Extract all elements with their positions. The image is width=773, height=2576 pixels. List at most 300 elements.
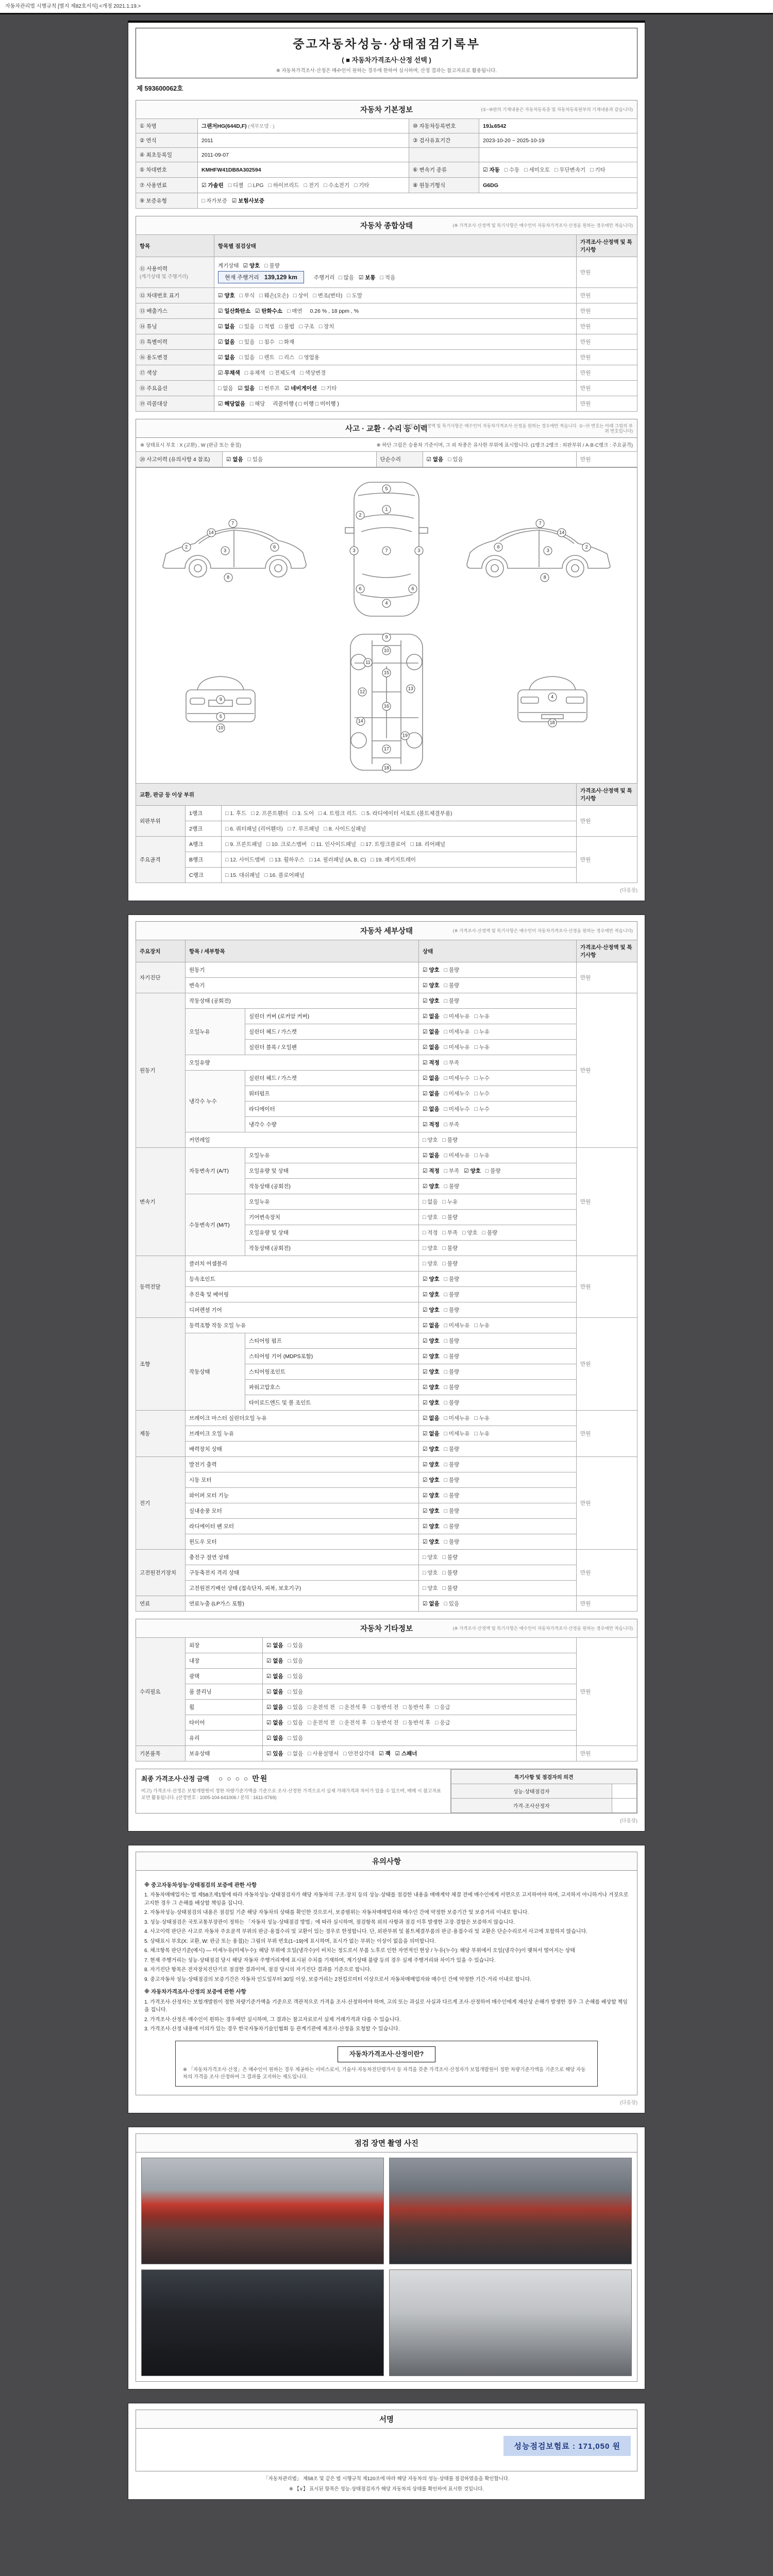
checkbox-option: ☑ 탄화수소 bbox=[255, 308, 282, 314]
table-row bbox=[136, 1596, 637, 1612]
notice-item: 4. 사고이력 판단은 사고로 자동차 주요골격 부위의 판금·용접수리 및 교환이 있는 경우로 한정합니다. 단, 외판부위 및 볼트체결부품의 판금·용접수리 및 교환은 단순수리로서 사고에 포함하지 않습니다. bbox=[144, 1929, 588, 1935]
column-header: 주요장치 bbox=[136, 940, 186, 962]
notice-item: 2. 자동차성능·상태점검의 내용은 점검일 기준 해당 자동차의 상태를 확인한 것으로서, 보증범위는 자동차매매업자와 매수인 간에 약정한 보증기간 및 보증거리 이내로 합니다. bbox=[144, 1910, 529, 1916]
checkbox-option: □ 양호 bbox=[423, 1585, 438, 1591]
diagram-part-number: 3 bbox=[350, 546, 359, 555]
item-state bbox=[222, 821, 577, 837]
checkbox-option: ☑ 없음 bbox=[266, 1642, 283, 1649]
item-state bbox=[419, 1210, 577, 1225]
diagram-part-number: 14 bbox=[558, 529, 566, 537]
checkbox-option: □ 장치 bbox=[318, 324, 334, 330]
diagram-part-number: 12 bbox=[358, 687, 367, 696]
checkbox-option: □ 누유 bbox=[474, 1323, 490, 1329]
row-state bbox=[214, 319, 577, 334]
checkbox-option: □ 적법 bbox=[259, 324, 275, 330]
table-row bbox=[136, 162, 637, 178]
checkbox-option: □ 불량 bbox=[444, 1276, 460, 1282]
checkbox-option: □ 18. 리어패널 bbox=[410, 841, 446, 848]
diagram-part-number: 6 bbox=[408, 584, 417, 593]
item-state bbox=[419, 1380, 577, 1395]
checkbox-option: □ 디젤 bbox=[228, 182, 244, 189]
accident-history-options bbox=[223, 452, 377, 467]
item-label: 시동 모터 bbox=[186, 1472, 419, 1488]
checkbox-option: □ 있음 bbox=[288, 1735, 304, 1741]
distance-label: 주행거리 bbox=[313, 275, 335, 281]
checkbox-option: □ 양호 bbox=[423, 1137, 438, 1143]
checkbox-option: □ 양호 bbox=[423, 1261, 438, 1267]
checkbox-option: □ 미세누수 bbox=[444, 1091, 470, 1097]
checkbox-option: ☑ 자동 bbox=[483, 167, 500, 173]
basic-info-title-bar bbox=[136, 100, 637, 118]
item-label: 휠 bbox=[186, 1700, 263, 1715]
checkbox-option: □ 불량 bbox=[444, 1539, 460, 1545]
checkbox-option: ☑ 양호 bbox=[423, 1508, 440, 1514]
checkbox-option: □ 불량 bbox=[442, 1261, 458, 1267]
checkbox-option: □ 양호 bbox=[423, 1245, 438, 1251]
table-row bbox=[136, 1669, 637, 1684]
checkbox-option: ☑ 양호 bbox=[423, 1462, 440, 1468]
item-state bbox=[419, 1009, 577, 1024]
notice-item: 5. 상태표시 부호(X: 교환, W: 판금 또는 용접)는 그림의 부위 번호(1~19)에 표시하며, 표시가 없는 부위는 이상이 없음을 의미합니다. bbox=[144, 1938, 436, 1944]
row-label: ⑯ 용도변경 bbox=[136, 350, 214, 365]
item-state bbox=[419, 1287, 577, 1302]
field-value bbox=[479, 148, 637, 162]
column-header: 가격조사·산정액 및 특기사항 bbox=[577, 940, 637, 962]
checkbox-option: □ 동반석 전 bbox=[371, 1720, 399, 1726]
item-state bbox=[419, 1364, 577, 1380]
checkbox-option: □ 렌트 bbox=[259, 354, 275, 361]
item-state bbox=[419, 1503, 577, 1519]
checkbox-option: □ 4. 트렁크 리드 bbox=[318, 810, 357, 817]
group-label: 수리필요 bbox=[136, 1638, 186, 1746]
table-row bbox=[136, 288, 637, 303]
row-state bbox=[214, 334, 577, 350]
basic-info-title: 자동차 기본정보 bbox=[360, 106, 413, 114]
sheet-signature bbox=[128, 2403, 645, 2500]
document-header bbox=[136, 28, 637, 78]
legend-note: ※ 하단 그림은 승용차 기준이며, 그 외 차종은 유사한 부위에 표시합니다. (1랭크·2랭크 : 외판부위 / A·B·C랭크 : 주요골격) bbox=[376, 443, 633, 448]
item-label: 룸 클리닝 bbox=[186, 1684, 263, 1700]
diagram-part-number: 7 bbox=[228, 519, 237, 528]
checkbox-option: ☑ 양호 bbox=[218, 293, 235, 299]
table-row bbox=[136, 1503, 637, 1519]
item-state bbox=[419, 1055, 577, 1071]
detail-note: (※ 가격조사·산정액 및 특기사항은 매수인이 자동차가격조사·산정을 원하는 경우에만 적습니다) bbox=[452, 928, 633, 934]
comprehensive-title-bar bbox=[136, 216, 637, 234]
item-label: 윈도우 모터 bbox=[186, 1534, 419, 1550]
checkbox-option: ☑ 없음 bbox=[423, 1106, 440, 1112]
checkbox-option: □ 양호 bbox=[462, 1230, 478, 1236]
checkbox-option: □ LPG bbox=[248, 182, 264, 189]
checkbox-option: ☑ 양호 bbox=[423, 998, 440, 1004]
simple-repair-options bbox=[423, 452, 577, 467]
table-row bbox=[136, 1457, 637, 1472]
table-row bbox=[136, 133, 637, 148]
checkbox-option: □ 양호 bbox=[423, 1554, 438, 1561]
checkbox-option: □ 양호 bbox=[423, 1214, 438, 1221]
item-label: 등속조인트 bbox=[186, 1272, 419, 1287]
inspection-photo-2 bbox=[389, 2158, 632, 2264]
checkbox-option: ☑ 양호 bbox=[423, 1292, 440, 1298]
item-state bbox=[419, 1024, 577, 1040]
final-price-section bbox=[136, 1769, 637, 1814]
checkbox-option: □ 썬루프 bbox=[259, 385, 280, 392]
table-row bbox=[136, 1302, 637, 1318]
row-state bbox=[214, 350, 577, 365]
price-cell: 만원 bbox=[577, 1256, 637, 1318]
diagram-part-number: 16 bbox=[382, 702, 391, 711]
item-label: 2랭크 bbox=[186, 821, 222, 837]
checkbox-option: ☑ 없음 bbox=[218, 339, 235, 345]
checkbox-option: ☑ 무채색 bbox=[218, 370, 240, 376]
checkbox-option: □ 있음 bbox=[444, 1601, 460, 1607]
table-row bbox=[136, 1534, 637, 1550]
checkbox-option: □ 부식 bbox=[239, 293, 255, 299]
checkbox-option: □ 운전석 후 bbox=[339, 1720, 367, 1726]
group-label: 원동기 bbox=[136, 993, 186, 1148]
comprehensive-title: 자동차 종합상태 bbox=[360, 222, 413, 230]
checkbox-option: ☑ 없음 bbox=[423, 1153, 440, 1159]
notice-item: 7. 현재 주행거리는 성능·상태점검 당시 해당 자동차 주행거리계에 표시된 수치를 기재하며, 계기상태 불량 등의 경우 실제 주행거리와 차이가 있을 수 있습니다. bbox=[144, 1957, 496, 1963]
price-cell: 만원 bbox=[577, 1550, 637, 1596]
checkbox-option: □ 미세누유 bbox=[444, 1044, 470, 1050]
checkbox-option: ☑ 적정 bbox=[423, 1168, 440, 1174]
checkbox-option: □ 불량 bbox=[444, 1446, 460, 1452]
table-row bbox=[136, 1581, 637, 1596]
checkbox-option: □ 있음 bbox=[239, 354, 255, 361]
checkbox-option: □ 기타 bbox=[590, 167, 606, 173]
checkbox-option: □ 무단변속기 bbox=[554, 167, 586, 173]
row-label: ⑲ 리콜대상 bbox=[136, 396, 214, 412]
diagram-rear-view bbox=[509, 671, 596, 736]
checkbox-option: □ 동반석 후 bbox=[403, 1704, 431, 1710]
checkbox-option: □ 8. 사이드실패널 bbox=[324, 826, 366, 832]
row-label: ⑭ 튜닝 bbox=[136, 319, 214, 334]
item-state bbox=[419, 1596, 577, 1612]
field-label: ⑥ 변속기 종류 bbox=[409, 162, 479, 178]
checkbox-option: □ 불량 bbox=[444, 1523, 460, 1530]
checkbox-option: ☑ 네비게이션 bbox=[284, 385, 317, 392]
price-cell: 만원 bbox=[577, 334, 637, 350]
distance-options bbox=[339, 275, 400, 281]
checkbox-option: □ 사용설명서 bbox=[308, 1751, 339, 1757]
checkbox-option: □ 불량 bbox=[444, 1400, 460, 1406]
checkbox-option: □ 2. 프론트휀더 bbox=[251, 810, 288, 817]
warranty-options bbox=[198, 193, 637, 209]
inspection-photo-4 bbox=[389, 2269, 632, 2376]
notice-title-bar bbox=[136, 1852, 637, 1870]
checkbox-option: □ 누유 bbox=[474, 1029, 490, 1035]
checkbox-option: □ 10. 크로스멤버 bbox=[266, 841, 307, 848]
checkbox-option: □ 있음 bbox=[239, 324, 255, 330]
item-state bbox=[263, 1746, 577, 1761]
accident-note: (가격조사·산정액 및 특기사항은 매수인이 자동차가격조사·산정을 원하는 경우에만 적습니다. ①~⑲ 번호는 아래 그림의 부위 번호입니다) bbox=[402, 422, 633, 434]
checkbox-option: □ 14. 필러패널 (A, B, C) bbox=[309, 857, 366, 863]
notice-item: 3. 성능·상태점검은 국토교통부장관이 정하는 「자동차 성능·상태점검 방법」에 따라 실시하며, 점검항목 외의 사항과 점검 이후 발생한 고장·결함은 보증하지 않습니다. bbox=[144, 1919, 515, 1925]
item-state bbox=[419, 1163, 577, 1179]
checkbox-option: □ 적음 bbox=[380, 275, 396, 281]
item-label: 내장 bbox=[186, 1653, 263, 1669]
diagram-part-number: 9 bbox=[216, 696, 225, 704]
table-row bbox=[136, 1565, 637, 1581]
table-row bbox=[136, 1715, 637, 1731]
diagram-legend bbox=[136, 437, 637, 451]
checkbox-option: □ 불량 bbox=[442, 1214, 458, 1221]
checkbox-option: □ 영업용 bbox=[299, 354, 320, 361]
registration-number: 19뇨6542 bbox=[479, 119, 637, 133]
final-price-left bbox=[136, 1769, 451, 1813]
item-state bbox=[419, 1302, 577, 1318]
table-row bbox=[136, 148, 637, 162]
table-row bbox=[136, 1519, 637, 1534]
checkbox-option: □ 수소전기 bbox=[324, 182, 349, 189]
item-state bbox=[419, 1040, 577, 1055]
checkbox-option: □ 운전석 후 bbox=[339, 1704, 367, 1710]
inspection-insurance-fee bbox=[503, 2436, 631, 2456]
item-label: 실린더 헤드 / 가스켓 bbox=[245, 1024, 419, 1040]
checkbox-option: □ 운전석 전 bbox=[308, 1720, 335, 1726]
item-state bbox=[419, 1581, 577, 1596]
notice-body bbox=[136, 1870, 637, 2095]
item-state bbox=[419, 1457, 577, 1472]
checkbox-option: ☑ 양호 bbox=[423, 1446, 440, 1452]
diagram-part-number: 5 bbox=[382, 484, 391, 493]
item-state bbox=[419, 1241, 577, 1256]
checkbox-option: □ 침수 bbox=[259, 339, 275, 345]
price-cell: 만원 bbox=[577, 257, 637, 288]
row-label: 성능·상태점검자 bbox=[451, 1784, 612, 1799]
checkbox-option: □ 동반석 후 bbox=[403, 1720, 431, 1726]
checkbox-option: □ 불량 bbox=[444, 1338, 460, 1344]
row-label: 가격·조사산정자 bbox=[451, 1799, 612, 1813]
current-mileage-box bbox=[218, 271, 304, 283]
checkbox-option: □ 전기 bbox=[304, 182, 320, 189]
checkbox-option: □ 적정 bbox=[423, 1230, 438, 1236]
price-cell: 만원 bbox=[577, 396, 637, 412]
table-row bbox=[136, 1287, 637, 1302]
item-state bbox=[419, 1519, 577, 1534]
inspector-opinion-table bbox=[451, 1769, 637, 1813]
checkbox-option: □ 불량 bbox=[444, 1369, 460, 1375]
checkbox-option: ☑ 없음 bbox=[266, 1658, 283, 1664]
checkbox-option: □ 15. 대쉬패널 bbox=[225, 872, 260, 878]
checkbox-option: □ 있음 bbox=[448, 456, 463, 463]
inspection-photo-1 bbox=[141, 2158, 384, 2264]
checkbox-option: □ 있음 bbox=[288, 1704, 304, 1710]
checkbox-option: □ 불량 bbox=[444, 967, 460, 973]
checkbox-option: □ 누수 bbox=[474, 1091, 490, 1097]
checkbox-option: □ 없음 bbox=[423, 1199, 438, 1205]
photos-title: 점검 장면 촬영 사진 bbox=[354, 2140, 419, 2148]
item-label: 구동축전지 격리 상태 bbox=[186, 1565, 419, 1581]
checkbox-option: □ 누수 bbox=[474, 1106, 490, 1112]
legend-codes: ※ 상태표시 부호 : X (교환) , W (판금 또는 용접) bbox=[140, 443, 242, 448]
item-state bbox=[419, 1101, 577, 1117]
checkbox-option: □ 수동 bbox=[504, 167, 520, 173]
item-state bbox=[419, 978, 577, 993]
price-cell: 만원 bbox=[577, 993, 637, 1148]
price-cell: 만원 bbox=[577, 1596, 637, 1612]
state-extra: 0.26 % , 18 ppm , % bbox=[310, 308, 359, 314]
checkbox-option: □ 도말 bbox=[347, 293, 362, 299]
table-row bbox=[136, 993, 637, 1009]
checkbox-option: □ 없음 bbox=[218, 385, 233, 392]
sheet-notice bbox=[128, 1845, 645, 2113]
item-label: 실내송풍 모터 bbox=[186, 1503, 419, 1519]
item-label: 실린더 커버 (로커암 커버) bbox=[245, 1009, 419, 1024]
accident-title: 사고 · 교환 · 수리 등 이력 bbox=[345, 425, 428, 433]
price-cell: 만원 bbox=[577, 350, 637, 365]
item-label: 유리 bbox=[186, 1731, 263, 1746]
field-value: 2011 bbox=[198, 133, 409, 148]
price-cell: 만원 bbox=[577, 837, 637, 883]
table-row bbox=[136, 1411, 637, 1426]
table-row bbox=[136, 1148, 637, 1163]
checkbox-option: □ 구조 bbox=[299, 324, 314, 330]
row-state bbox=[214, 365, 577, 381]
table-header-row bbox=[136, 940, 637, 962]
table-row bbox=[136, 1132, 637, 1148]
checkbox-option: ☑ 보험사보증 bbox=[231, 198, 264, 204]
row-state bbox=[214, 396, 577, 412]
checkbox-option: □ 양호 bbox=[423, 1570, 438, 1576]
comprehensive-table bbox=[136, 234, 637, 412]
column-header: 항목별 점검상태 bbox=[214, 235, 577, 257]
table-row bbox=[136, 837, 637, 852]
checkbox-option: □ 있음 bbox=[288, 1673, 304, 1680]
item-state bbox=[419, 993, 577, 1009]
table-row bbox=[136, 1653, 637, 1669]
checkbox-option: □ 누유 bbox=[474, 1431, 490, 1437]
item-label: 작동상태 (공회전) bbox=[245, 1241, 419, 1256]
signature-title-bar bbox=[136, 2410, 637, 2428]
item-label: 오일유량 및 상태 bbox=[245, 1163, 419, 1179]
checkbox-option: ☑ 양호 bbox=[423, 1384, 440, 1391]
diagram-part-number: 1 bbox=[382, 505, 391, 514]
notice-item: 1. 자동차매매업자는 법 제58조제1항에 따라 자동차성능·상태점검자가 해당 자동차의 구조·장치 등의 성능·상태를 점검한 내용을 매매계약 체결 전에 매수인에게 서면으로 고지하여야 하며, 고지하지 아니하거나 거짓으로 고지한 경우 그 손해를 배상할 책임을 집니다. bbox=[144, 1892, 629, 1906]
group-label: 기본품목 bbox=[136, 1746, 186, 1761]
usage-sublabel: (계기상태 및 주행거리) bbox=[140, 274, 189, 280]
notice-item: 1. 가격조사·산정자는 보험개발원이 정한 차량기준가액을 기준으로 객관적으로 가격을 조사·산정하여야 하며, 고의 또는 과실로 사실과 다르게 조사·산정하여 매수인에게 재산상 손해가 발생한 경우 그 손해를 배상할 책임을 집니다. bbox=[144, 1999, 628, 2013]
form-reference-band bbox=[0, 0, 773, 14]
checkbox-option: ☑ 없음 bbox=[423, 1323, 440, 1329]
checkbox-option: □ 불량 bbox=[444, 1353, 460, 1360]
vehicle-diagram-panel bbox=[136, 467, 637, 783]
checkbox-option: □ 기타 bbox=[321, 385, 337, 392]
item-label: 광택 bbox=[186, 1669, 263, 1684]
table-row bbox=[136, 1472, 637, 1488]
checkbox-option: □ 불량 bbox=[444, 1508, 460, 1514]
row-label: ⑱ 주요옵션 bbox=[136, 381, 214, 396]
notice-list bbox=[144, 1891, 629, 1984]
checkbox-option: ☑ 양호 bbox=[464, 1168, 481, 1174]
item-state bbox=[419, 962, 577, 978]
accident-parts-table bbox=[136, 783, 637, 883]
notice-heading: ※ 중고자동차성능·상태점검의 보증에 관한 사항 bbox=[144, 1882, 257, 1888]
item-label: 변속기 bbox=[186, 978, 419, 993]
diagram-part-number: 14 bbox=[356, 717, 365, 725]
checkbox-option: ☑ 없음 bbox=[266, 1720, 283, 1726]
table-row bbox=[136, 334, 637, 350]
checkbox-option: ☑ 양호 bbox=[423, 1353, 440, 1360]
checkbox-option: ☑ 가솔린 bbox=[201, 182, 224, 189]
checkbox-option: ☑ 없음 bbox=[423, 1044, 440, 1050]
notice-item: 9. 중고자동차 성능·상태점검의 보증기간은 자동차 인도일부터 30일 이상, 보증거리는 2천킬로미터 이상으로서 자동차매매업자와 매수인 간에 약정한 기간·거리 이내로 합니다. bbox=[144, 1976, 532, 1982]
item-state bbox=[419, 1071, 577, 1086]
checkbox-option: □ 전체도색 bbox=[270, 370, 296, 376]
item-label: 라디에이터 bbox=[245, 1101, 419, 1117]
checkbox-option: ☑ 양호 bbox=[423, 1338, 440, 1344]
next-page-marker: (다음장) bbox=[620, 1818, 637, 1824]
item-state bbox=[222, 852, 577, 868]
checkbox-option: □ 자가보증 bbox=[201, 198, 227, 204]
other-info-title: 자동차 기타정보 bbox=[360, 1625, 413, 1633]
price-explain-box bbox=[175, 2041, 598, 2087]
fee-value: 171,050 원 bbox=[578, 2442, 620, 2451]
checkbox-option: ☑ 양호 bbox=[423, 982, 440, 989]
vin-value: KMHFW41DB8A302594 bbox=[198, 162, 409, 178]
checkbox-option: ☑ 없음 bbox=[423, 1431, 440, 1437]
checkbox-option: ☑ 스패너 bbox=[395, 1751, 417, 1757]
item-label: A랭크 bbox=[186, 837, 222, 852]
table-header-row bbox=[451, 1770, 636, 1784]
item-label: 타이어 bbox=[186, 1715, 263, 1731]
field-label: ① 차명 bbox=[136, 119, 198, 133]
checkbox-option: ☑ 없음 bbox=[266, 1735, 283, 1741]
group-label: 자기진단 bbox=[136, 962, 186, 993]
checkbox-option: ☑ 있음 bbox=[266, 1751, 283, 1757]
diagram-part-number: 13 bbox=[406, 685, 415, 693]
checkbox-option: □ 매연 bbox=[287, 308, 303, 314]
inspection-photo-3 bbox=[141, 2269, 384, 2376]
checkbox-option: □ 누유 bbox=[442, 1199, 458, 1205]
item-label: 동력조향 작동 오일 누유 bbox=[186, 1318, 419, 1333]
table-row bbox=[136, 821, 637, 837]
group-label: 외판부위 bbox=[136, 806, 186, 837]
sub-group-label: 냉각수 누수 bbox=[186, 1071, 245, 1132]
item-label: 와이퍼 모터 기능 bbox=[186, 1488, 419, 1503]
item-label: 냉각수 수량 bbox=[245, 1117, 419, 1132]
item-label: 브레이크 마스터 실린더오일 누유 bbox=[186, 1411, 419, 1426]
row-label: ⑳ 사고이력 (유의사항 4 참조) bbox=[136, 452, 223, 467]
checkbox-option: □ 누유 bbox=[474, 1044, 490, 1050]
checkbox-option: ☑ 있음 bbox=[238, 385, 255, 392]
basic-info-table bbox=[136, 118, 637, 209]
checkbox-option: □ 미세누유 bbox=[444, 1153, 470, 1159]
item-label: 오일유량 bbox=[186, 1055, 419, 1071]
table-row bbox=[136, 193, 637, 209]
table-row bbox=[136, 1194, 637, 1210]
checkbox-option: □ 불량 bbox=[485, 1168, 501, 1174]
item-state bbox=[419, 1395, 577, 1411]
sub-group-label: 오일누유 bbox=[186, 1009, 245, 1055]
checkbox-option: □ 미세누유 bbox=[444, 1013, 470, 1020]
price-cell: 만원 bbox=[577, 365, 637, 381]
field-label: ⑩ 자동차등록번호 bbox=[409, 119, 479, 133]
diagram-part-number: 10 bbox=[382, 646, 391, 655]
checkbox-option: ☑ 잭 bbox=[379, 1751, 391, 1757]
item-state bbox=[419, 1534, 577, 1550]
checkbox-option: □ 동반석 전 bbox=[371, 1704, 399, 1710]
checkbox-option: ☑ 없음 bbox=[218, 324, 235, 330]
table-row bbox=[136, 178, 637, 193]
usage-label: ⑪ 사용이력 bbox=[140, 266, 167, 272]
diagram-part-number: 5 bbox=[216, 712, 225, 721]
item-state bbox=[419, 1272, 577, 1287]
signature-area bbox=[136, 2428, 637, 2471]
item-state bbox=[419, 1426, 577, 1442]
accident-history-table bbox=[136, 451, 637, 467]
